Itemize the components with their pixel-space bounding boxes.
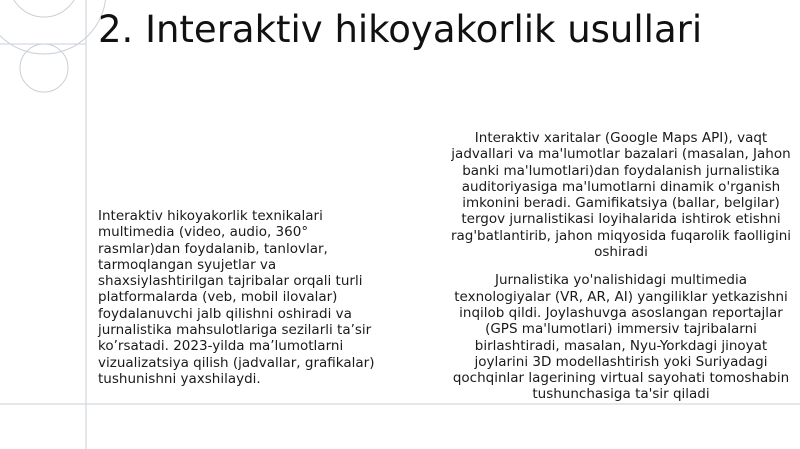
right-paragraph-2: Jurnalistika yo'nalishidagi multimedia texnologiyalar (VR, AR, AI) yangiliklar yetkazishni inqilob qildi. Joylashuvga asoslangan reportajlar (GPS ma'lumotlari) immersiv tajribalarni birlashtiradi, masalan, Nyu-Yorkdagi jinoyat joylarini 3D modellashtirish yoki Suriyadagi qochqinlar lagerining virtual sayohati tomoshabin tushunchasiga ta'sir qiladi [452,272,790,403]
deco-circle-small [9,0,79,17]
right-column [446,130,796,403]
slide-title: 2. Interaktiv hikoyakorlik usullari [98,8,703,51]
deco-circle-medium [20,44,68,92]
right-paragraph-1: Interaktiv xaritalar (Google Maps API), vaqt jadvallari va ma'lumotlar bazalari (masalan, Jahon banki ma'lumotlari)dan foydalanish jurnalistika auditoriyasiga ma'lumotlarni dinamik o'rganish imkonini beradi. Gamifikatsiya (ballar, belgilar) tergov jurnalistikasi loyihalarida ishtirok etishni rag'batlantirib, jahon miqyosida fuqarolik faolligini oshiradi [450,130,792,261]
left-paragraph: Interaktiv hikoyakorlik texnikalari multimedia (video, audio, 360° rasmlar)dan foydalanib, tanlovlar, tarmoqlangan syujetlar va shaxsiylashtirilgan tajribalar orqali turli platformalarda (veb, mobil ilovalar) foydalanuvchi jalb qilishni oshiradi va jurnalistika mahsulotlariga sezilarli ta’sir ko’rsatadi. 2023-yilda ma’lumotlarni vizualizatsiya qilish (jadvallar, grafikalar) tushunishni yaxshilaydi. [98,208,375,387]
